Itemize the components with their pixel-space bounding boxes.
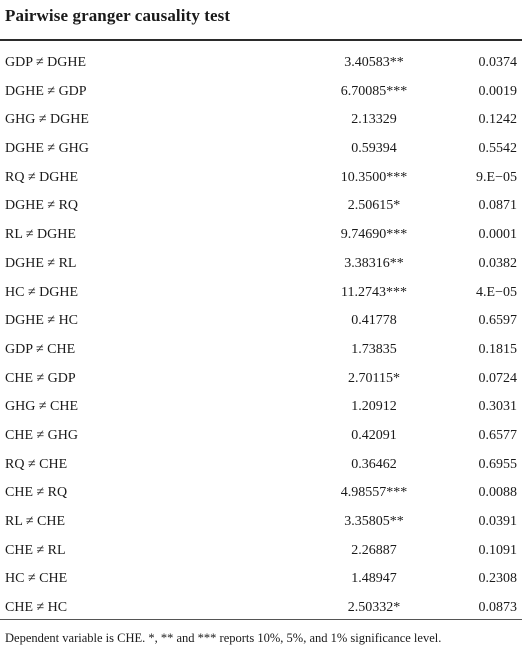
f-statistic-cell: 0.42091 bbox=[351, 427, 397, 443]
f-statistic-cell: 2.50332* bbox=[347, 600, 401, 616]
f-statistic-cell: 2.26887 bbox=[351, 542, 397, 558]
f-statistic-cell: 4.98557*** bbox=[340, 485, 408, 501]
test-hypothesis-cell: GHG ≠ CHE bbox=[5, 399, 79, 415]
test-hypothesis-cell: DGHE ≠ HC bbox=[5, 313, 79, 329]
table-row bbox=[0, 422, 522, 451]
p-value-cell: 0.2308 bbox=[478, 571, 517, 587]
test-hypothesis-cell: CHE ≠ HC bbox=[5, 600, 68, 616]
p-value-cell: 0.0019 bbox=[478, 83, 517, 99]
test-hypothesis-cell: GDP ≠ DGHE bbox=[5, 55, 87, 70]
table-row bbox=[0, 393, 522, 422]
test-hypothesis-cell: CHE ≠ RL bbox=[5, 542, 66, 558]
p-value-cell: 0.0873 bbox=[478, 600, 517, 616]
p-value-cell: 0.0871 bbox=[478, 198, 517, 214]
p-value-cell: 0.3031 bbox=[478, 399, 517, 415]
table-title: Pairwise granger causality test bbox=[5, 6, 231, 25]
bottom-rule bbox=[0, 619, 522, 620]
test-hypothesis-cell: DGHE ≠ RL bbox=[5, 255, 77, 271]
test-hypothesis-cell: RL ≠ CHE bbox=[5, 514, 66, 529]
f-statistic-cell: 0.36462 bbox=[351, 456, 397, 472]
test-hypothesis-cell: RQ ≠ CHE bbox=[5, 456, 68, 472]
table-row bbox=[0, 279, 522, 308]
f-statistic-cell: 3.35805** bbox=[344, 514, 404, 529]
f-statistic-cell: 1.73835 bbox=[351, 341, 397, 357]
test-hypothesis-cell: DGHE ≠ RQ bbox=[5, 198, 79, 214]
test-hypothesis-cell: RQ ≠ DGHE bbox=[5, 169, 79, 185]
f-statistic-cell: 1.20912 bbox=[351, 399, 397, 415]
p-value-cell: 0.5542 bbox=[478, 141, 517, 157]
f-statistic-cell: 6.70085*** bbox=[340, 83, 408, 99]
p-value-cell: 4.E−05 bbox=[476, 284, 517, 300]
test-hypothesis-cell: GDP ≠ CHE bbox=[5, 341, 76, 357]
test-hypothesis-cell: HC ≠ DGHE bbox=[5, 284, 79, 300]
table-row bbox=[0, 221, 522, 250]
f-statistic-cell: 2.70115* bbox=[348, 370, 400, 386]
test-hypothesis-cell: GHG ≠ DGHE bbox=[5, 112, 89, 128]
table-row bbox=[0, 49, 522, 78]
test-hypothesis-cell: CHE ≠ GDP bbox=[5, 370, 76, 386]
f-statistic-cell: 1.48947 bbox=[351, 571, 397, 587]
table-row bbox=[0, 336, 522, 365]
test-hypothesis-cell: RL ≠ DGHE bbox=[5, 227, 76, 243]
test-hypothesis-cell: CHE ≠ GHG bbox=[5, 427, 79, 443]
p-value-cell: 0.0374 bbox=[478, 55, 517, 70]
f-statistic-cell: 3.40583** bbox=[344, 55, 404, 70]
f-statistic-cell: 0.59394 bbox=[351, 141, 397, 157]
table-row bbox=[0, 192, 522, 221]
results-table bbox=[0, 49, 522, 623]
f-statistic-cell: 0.41778 bbox=[351, 313, 397, 329]
table-row bbox=[0, 307, 522, 336]
p-value-cell: 0.6955 bbox=[478, 456, 517, 472]
test-hypothesis-cell: DGHE ≠ GDP bbox=[5, 83, 87, 99]
table-row bbox=[0, 106, 522, 135]
top-rule bbox=[0, 39, 522, 41]
p-value-cell: 0.1242 bbox=[478, 112, 517, 128]
p-value-cell: 0.0391 bbox=[478, 514, 517, 529]
table-row bbox=[0, 250, 522, 279]
table-row bbox=[0, 78, 522, 107]
table-row bbox=[0, 135, 522, 164]
test-hypothesis-cell: HC ≠ CHE bbox=[5, 571, 68, 587]
table-row bbox=[0, 365, 522, 394]
f-statistic-cell: 2.50615* bbox=[347, 198, 401, 214]
f-statistic-cell: 9.74690*** bbox=[340, 227, 408, 243]
p-value-cell: 9.E−05 bbox=[476, 169, 517, 185]
p-value-cell: 0.0382 bbox=[478, 255, 517, 271]
p-value-cell: 0.6597 bbox=[478, 313, 517, 329]
p-value-cell: 0.0001 bbox=[478, 227, 517, 243]
table-row bbox=[0, 479, 522, 508]
p-value-cell: 0.1815 bbox=[478, 341, 517, 357]
f-statistic-cell: 3.38316** bbox=[344, 255, 404, 271]
p-value-cell: 0.0724 bbox=[478, 370, 517, 386]
table-row bbox=[0, 164, 522, 193]
f-statistic-cell: 11.2743*** bbox=[341, 284, 407, 300]
p-value-cell: 0.6577 bbox=[478, 427, 517, 443]
f-statistic-cell: 10.3500*** bbox=[340, 169, 408, 185]
p-value-cell: 0.0088 bbox=[478, 485, 517, 501]
test-hypothesis-cell: DGHE ≠ GHG bbox=[5, 141, 89, 157]
table-row bbox=[0, 508, 522, 537]
table-row bbox=[0, 537, 522, 566]
table-footnote: Dependent variable is CHE. *, ** and *** reports 10%, 5%, and 1% significance level. bbox=[5, 631, 442, 645]
p-value-cell: 0.1091 bbox=[478, 542, 517, 558]
table-row bbox=[0, 451, 522, 480]
test-hypothesis-cell: CHE ≠ RQ bbox=[5, 485, 68, 501]
table-row bbox=[0, 565, 522, 594]
f-statistic-cell: 2.13329 bbox=[351, 112, 397, 128]
